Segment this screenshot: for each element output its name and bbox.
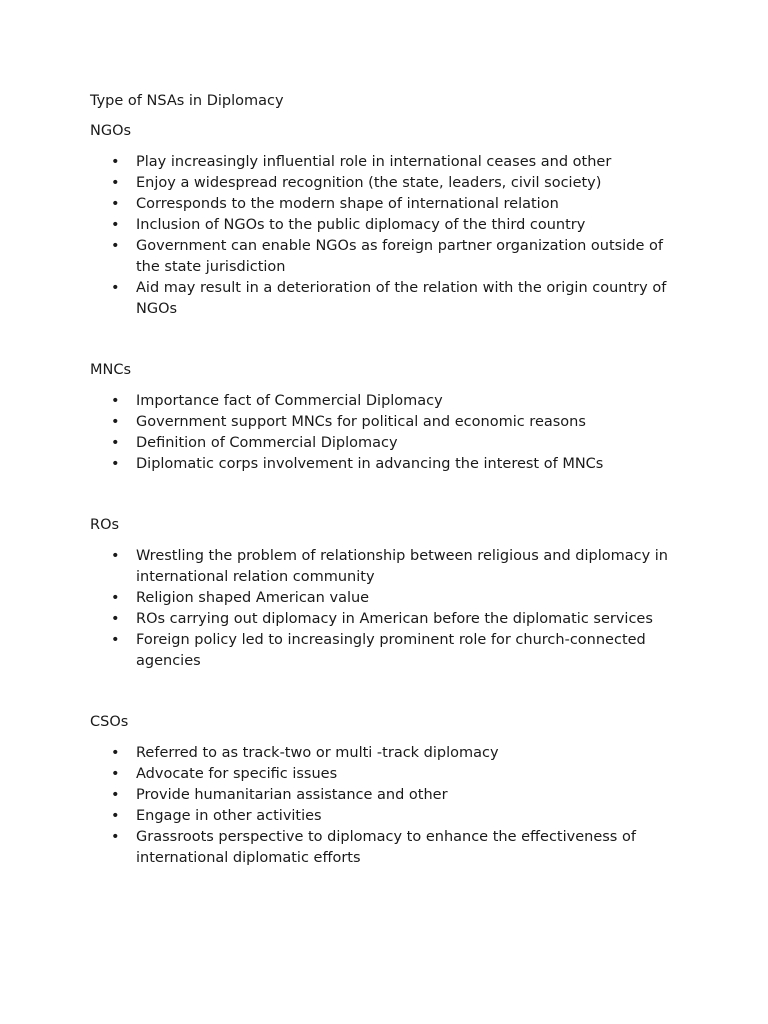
bullet-icon: • xyxy=(111,435,120,451)
bullet-icon: • xyxy=(111,196,120,212)
bullet-icon: • xyxy=(111,611,120,627)
list-item xyxy=(90,743,690,764)
document-title: Type of NSAs in Diplomacy xyxy=(90,93,284,109)
bullet-icon: • xyxy=(111,217,120,233)
list-item xyxy=(90,630,690,672)
section-heading-csos: CSOs xyxy=(90,714,129,730)
list-item xyxy=(90,236,690,278)
list-item xyxy=(90,173,690,194)
list-item-text: Definition of Commercial Diplomacy xyxy=(136,435,398,451)
list-item xyxy=(90,194,690,215)
section-heading-ros: ROs xyxy=(90,517,120,533)
list-item-text: Advocate for specific issues xyxy=(136,766,338,782)
section-heading-ngos: NGOs xyxy=(90,123,132,139)
section-heading-mncs: MNCs xyxy=(90,362,132,378)
list-item-text: Engage in other activities xyxy=(136,808,322,824)
list-item-text: Corresponds to the modern shape of international relation xyxy=(136,196,559,212)
list-item-text: Diplomatic corps involvement in advancing the interest of MNCs xyxy=(136,456,604,472)
bullet-list-csos xyxy=(90,743,690,869)
bullet-icon: • xyxy=(111,280,120,296)
bullet-icon: • xyxy=(111,414,120,430)
bullet-icon: • xyxy=(111,456,120,472)
bullet-icon: • xyxy=(111,808,120,824)
list-item-text: Foreign policy led to increasingly prominent role for church-connected agencies xyxy=(136,632,646,669)
bullet-icon: • xyxy=(111,154,120,170)
list-item xyxy=(90,454,690,475)
document-page xyxy=(90,91,690,869)
list-item xyxy=(90,412,690,433)
bullet-icon: • xyxy=(111,393,120,409)
bullet-icon: • xyxy=(111,745,120,761)
bullet-icon: • xyxy=(111,590,120,606)
list-item xyxy=(90,433,690,454)
list-item xyxy=(90,764,690,785)
bullet-icon: • xyxy=(111,632,120,648)
bullet-list-ros xyxy=(90,546,690,672)
list-item-text: Government can enable NGOs as foreign partner organization outside of the state jurisdiction xyxy=(136,238,663,275)
list-item xyxy=(90,806,690,827)
bullet-icon: • xyxy=(111,175,120,191)
list-item xyxy=(90,546,690,588)
bullet-icon: • xyxy=(111,238,120,254)
bullet-icon: • xyxy=(111,787,120,803)
list-item-text: Importance fact of Commercial Diplomacy xyxy=(136,393,443,409)
list-item-text: Government support MNCs for political and economic reasons xyxy=(136,414,586,430)
list-item-text: ROs carrying out diplomacy in American before the diplomatic services xyxy=(136,611,653,627)
bullet-list-ngos xyxy=(90,152,690,320)
section-mncs xyxy=(90,360,690,475)
section-csos xyxy=(90,712,690,869)
bullet-list-mncs xyxy=(90,391,690,475)
list-item xyxy=(90,588,690,609)
bullet-icon: • xyxy=(111,829,120,845)
list-item-text: Grassroots perspective to diplomacy to enhance the effectiveness of international diplomatic efforts xyxy=(136,829,636,866)
list-item-text: Inclusion of NGOs to the public diplomacy of the third country xyxy=(136,217,586,233)
bullet-icon: • xyxy=(111,548,120,564)
section-ros xyxy=(90,515,690,672)
list-item-text: Aid may result in a deterioration of the relation with the origin country of NGOs xyxy=(136,280,667,317)
list-item xyxy=(90,215,690,236)
section-ngos xyxy=(90,121,690,320)
list-item-text: Religion shaped American value xyxy=(136,590,370,606)
list-item xyxy=(90,785,690,806)
list-item-text: Enjoy a widespread recognition (the state, leaders, civil society) xyxy=(136,175,602,191)
list-item-text: Provide humanitarian assistance and other xyxy=(136,787,448,803)
list-item-text: Play increasingly influential role in international ceases and other xyxy=(136,154,612,170)
bullet-icon: • xyxy=(111,766,120,782)
list-item xyxy=(90,152,690,173)
list-item-text: Referred to as track-two or multi -track diplomacy xyxy=(136,745,499,761)
list-item xyxy=(90,391,690,412)
list-item xyxy=(90,827,690,869)
list-item xyxy=(90,278,690,320)
list-item-text: Wrestling the problem of relationship between religious and diplomacy in international relation community xyxy=(136,548,668,585)
list-item xyxy=(90,609,690,630)
